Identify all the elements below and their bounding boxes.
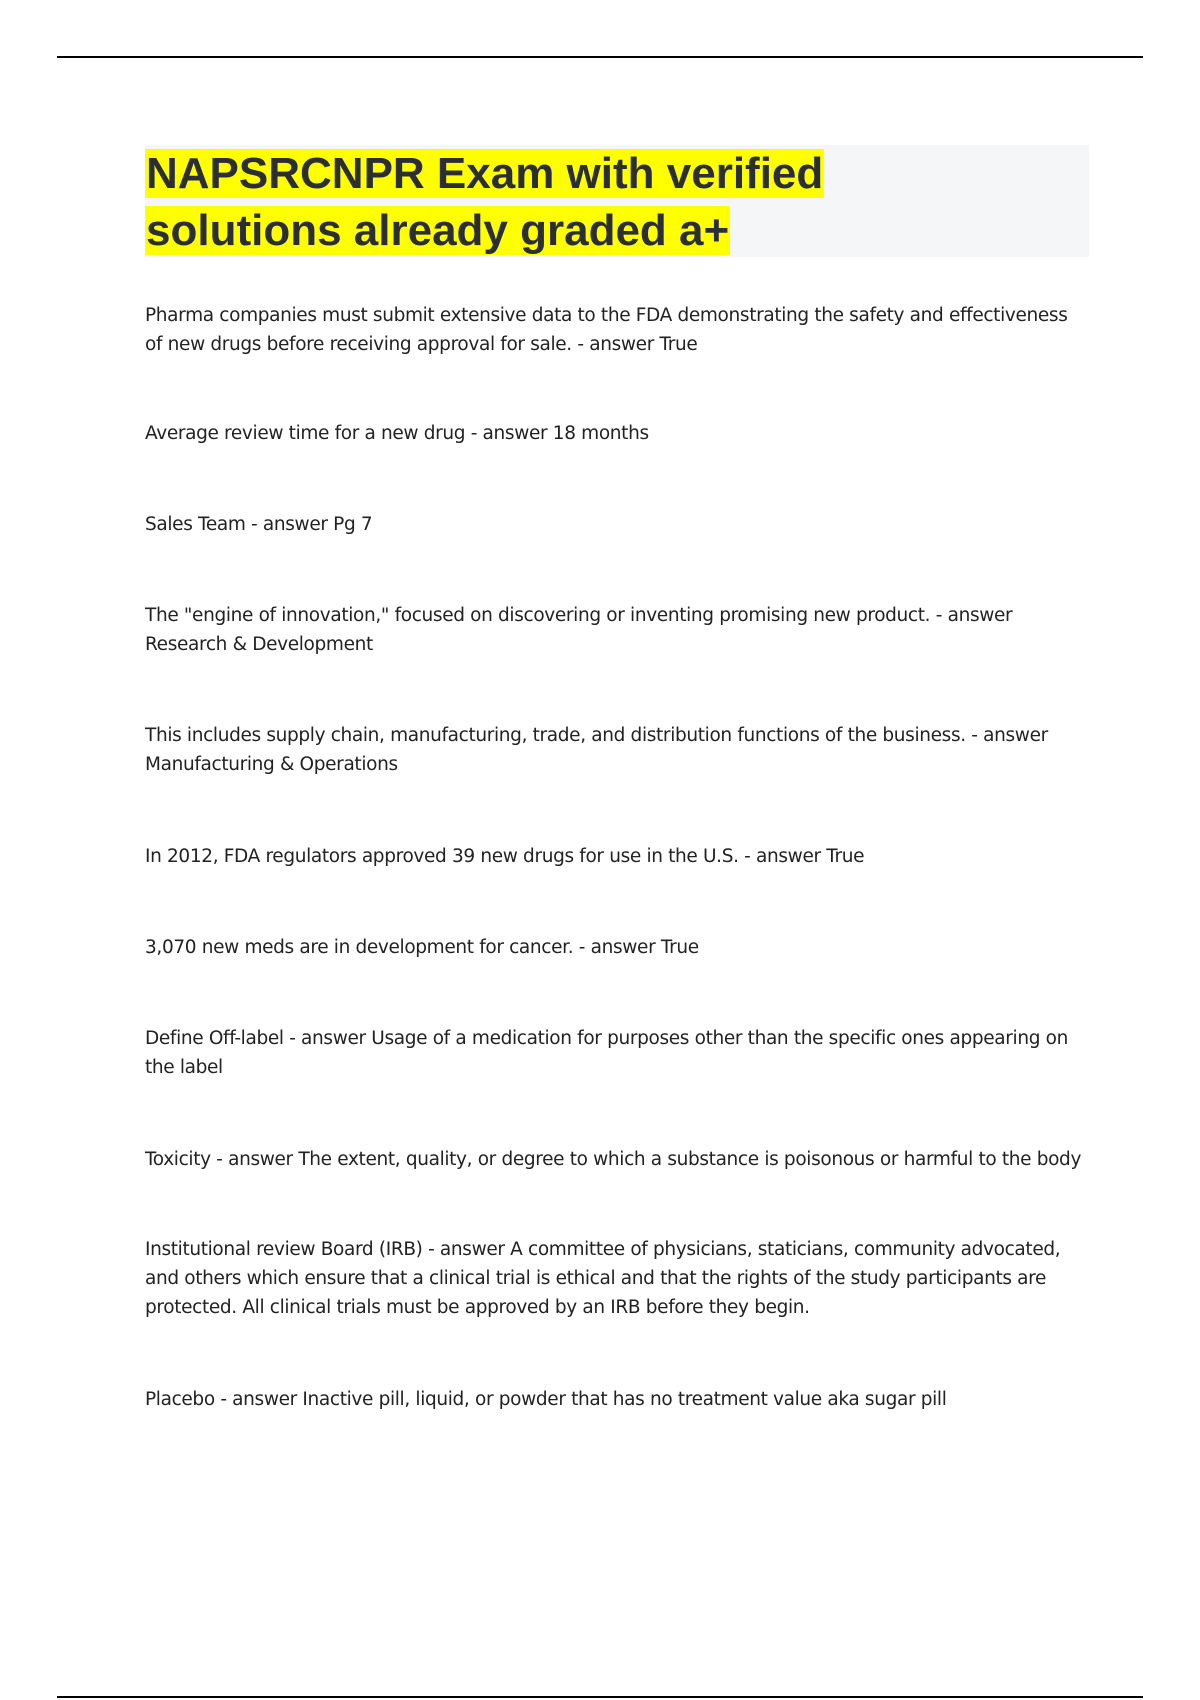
title-highlight: NAPSRCNPR Exam with verified solutions already graded a+	[146, 149, 824, 255]
qa-item-9: Toxicity - answer The extent, quality, or degree to which a substance is poisonous or harmful to the body	[145, 1149, 1082, 1170]
qa-item-1: Pharma companies must submit extensive data to the FDA demonstrating the safety and effectiveness of new drugs before receiving approval for sale. - answer True	[145, 305, 1068, 355]
qa-item-8: Define Off-label - answer Usage of a medication for purposes other than the specific ones appearing on the label	[145, 1028, 1068, 1078]
qa-item-6: In 2012, FDA regulators approved 39 new drugs for use in the U.S. - answer True	[145, 846, 865, 867]
document-title	[145, 145, 965, 259]
qa-item-3: Sales Team - answer Pg 7	[145, 514, 373, 535]
qa-item-5: This includes supply chain, manufacturing, trade, and distribution functions of the business. - answer Manufacturing & Operations	[145, 725, 1048, 775]
qa-item-2: Average review time for a new drug - answer 18 months	[145, 423, 649, 444]
bottom-rule	[57, 1696, 1143, 1698]
qa-item-11: Placebo - answer Inactive pill, liquid, or powder that has no treatment value aka sugar pill	[145, 1389, 947, 1410]
top-rule	[57, 56, 1143, 58]
qa-item-10: Institutional review Board (IRB) - answer A committee of physicians, staticians, community advocated, and others which ensure that a clinical trial is ethical and that the rights of the study participants are protected. All clinical trials must be approved by an IRB before they begin.	[145, 1239, 1061, 1318]
qa-item-7: 3,070 new meds are in development for cancer. - answer True	[145, 937, 699, 958]
qa-item-4: The "engine of innovation," focused on discovering or inventing promising new product. - answer Research & Development	[145, 605, 1013, 655]
